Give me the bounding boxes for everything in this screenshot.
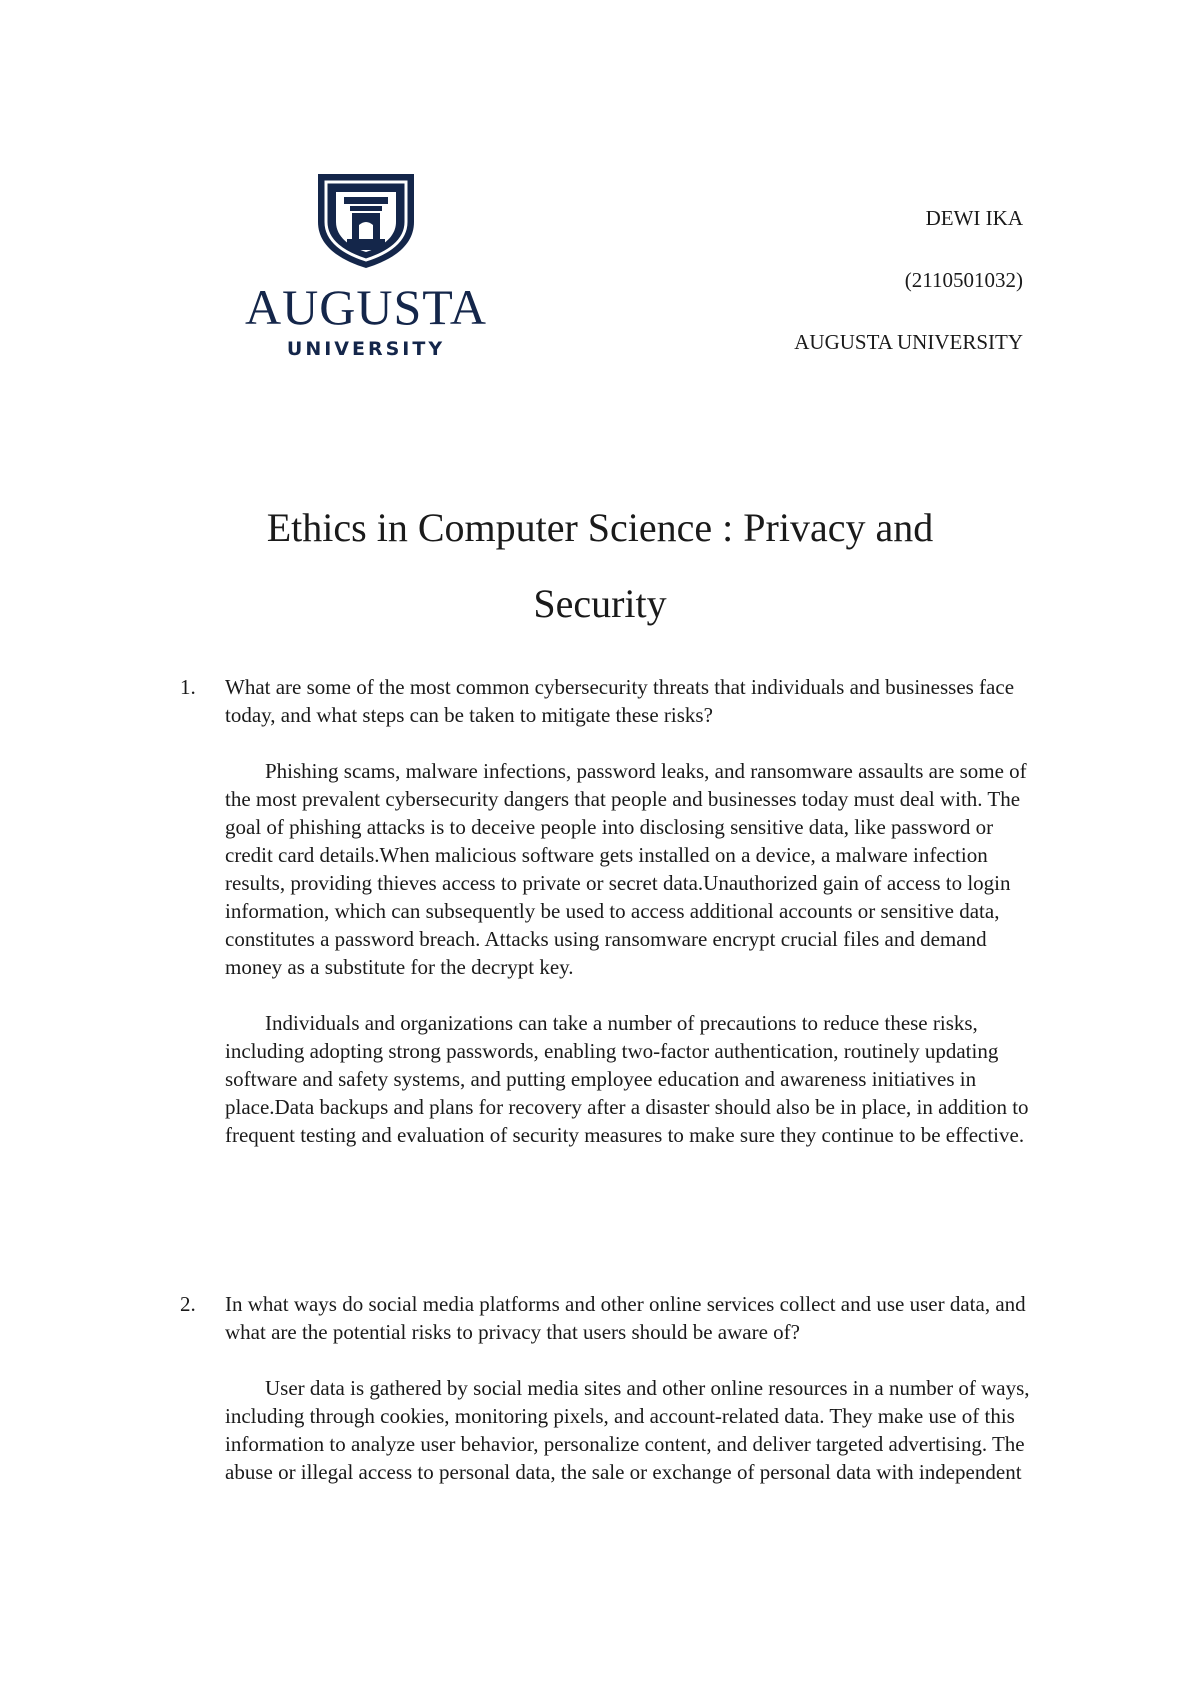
answer-paragraph: Individuals and organizations can take a number of precautions to reduce these risks, including adopting strong passwords, enabling two-factor authentication, routinely updating software and safety systems, and putting employee education and awareness initiatives in place.Data backups and plans for recovery after a disaster should also be in place, in addition to frequent testing and evaluation of security measures to make sure they continue to be effective. bbox=[225, 1011, 1029, 1147]
shield-icon bbox=[314, 170, 418, 270]
answer-1 bbox=[180, 757, 1030, 1149]
answer-paragraph: Phishing scams, malware infections, password leaks, and ransomware assaults are some of the most prevalent cybersecurity dangers that people and businesses today must deal with. The goal of phishing attacks is to deceive people into disclosing sensitive data, like password or credit card details.When malicious software gets installed on a device, a malware infection results, providing thieves access to private or secret data.Unauthorized gain of access to login information, which can subsequently be used to access additional accounts or sensitive data, constitutes a password breach. Attacks using ransomware encrypt crucial files and demand money as a substitute for the decrypt key. bbox=[225, 759, 1027, 979]
question-2 bbox=[180, 1290, 1030, 1346]
question-text: What are some of the most common cybersecurity threats that individuals and businesses face today, and what steps can be taken to mitigate these risks? bbox=[225, 675, 1015, 727]
author-name: DEWI IKA bbox=[925, 206, 1023, 230]
logo-wordmark: AUGUSTA bbox=[245, 279, 487, 335]
question-block-1 bbox=[180, 673, 1030, 1177]
answer-2 bbox=[180, 1374, 1030, 1486]
augusta-university-logo bbox=[226, 170, 506, 365]
institution-name: AUGUSTA UNIVERSITY bbox=[794, 330, 1023, 354]
question-number: 2. bbox=[180, 1292, 196, 1316]
question-text: In what ways do social media platforms and other online services collect and use user data, and what are the potential risks to privacy that users should be aware of? bbox=[225, 1292, 1026, 1344]
student-id: (2110501032) bbox=[904, 268, 1023, 292]
question-1 bbox=[180, 673, 1030, 729]
question-number: 1. bbox=[180, 675, 196, 699]
question-block-2 bbox=[180, 1290, 1030, 1514]
author-block bbox=[794, 208, 1023, 394]
answer-paragraph: User data is gathered by social media sites and other online resources in a number of ways, including through cookies, monitoring pixels, and account-related data. They make use of this information to analyze user behavior, personalize content, and deliver targeted advertising. The abuse or illegal access to personal data, the sale or exchange of personal data with independent bbox=[225, 1376, 1030, 1484]
document-title: Ethics in Computer Science : Privacy and Security bbox=[266, 505, 934, 626]
logo-subtitle: UNIVERSITY bbox=[286, 338, 446, 360]
